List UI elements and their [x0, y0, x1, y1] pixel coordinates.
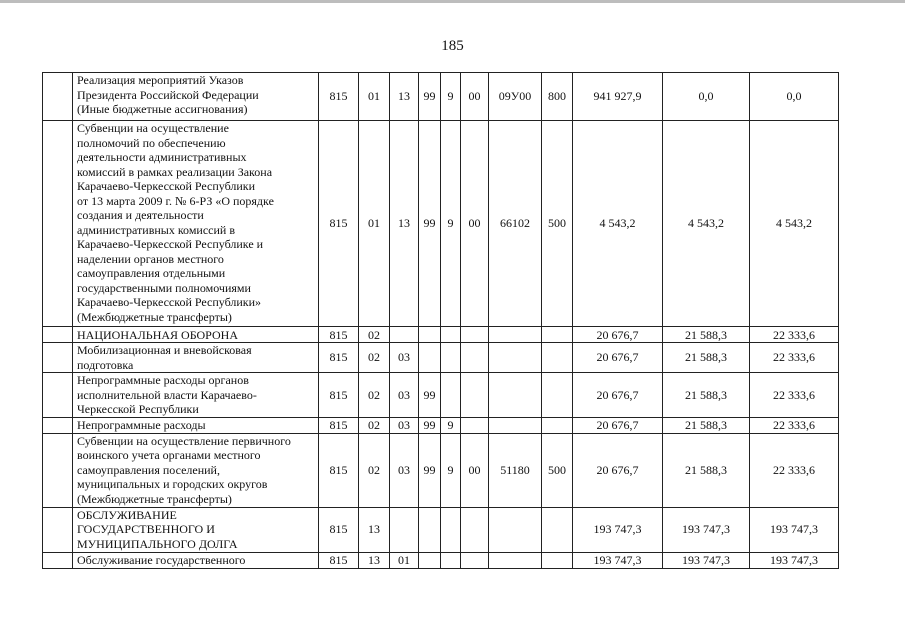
- direction-cell: 66102: [489, 121, 542, 327]
- amount-year2-cell: 21 588,3: [663, 343, 750, 373]
- item-name-cell: НАЦИОНАЛЬНАЯ ОБОРОНА: [73, 327, 319, 343]
- section-cell: 02: [359, 433, 390, 507]
- amount-year3-cell: 22 333,6: [750, 343, 839, 373]
- program-cell: [419, 552, 441, 568]
- table-row: [43, 73, 839, 121]
- subprogram-cell: [441, 507, 461, 552]
- item-name-cell: Реализация мероприятий Указов Президента Российской Федерации (Иные бюджетные ассигнования): [73, 73, 319, 121]
- expense-type-cell: [542, 343, 573, 373]
- subprogram-cell: [441, 373, 461, 418]
- ministry-code-cell: 815: [319, 343, 359, 373]
- row-index-cell: [43, 552, 73, 568]
- program-cell: 99: [419, 433, 441, 507]
- amount-year1-cell: 20 676,7: [573, 373, 663, 418]
- amount-year3-cell: 22 333,6: [750, 417, 839, 433]
- expense-type-cell: [542, 373, 573, 418]
- table-row: [43, 121, 839, 327]
- direction-cell: 51180: [489, 433, 542, 507]
- amount-year3-cell: 22 333,6: [750, 373, 839, 418]
- event-cell: [461, 507, 489, 552]
- ministry-code-cell: 815: [319, 73, 359, 121]
- program-cell: [419, 327, 441, 343]
- expense-type-cell: 500: [542, 433, 573, 507]
- row-index-cell: [43, 507, 73, 552]
- subsection-cell: 03: [390, 433, 419, 507]
- expense-type-cell: [542, 507, 573, 552]
- row-index-cell: [43, 433, 73, 507]
- amount-year1-cell: 20 676,7: [573, 343, 663, 373]
- program-cell: [419, 507, 441, 552]
- subsection-cell: 03: [390, 373, 419, 418]
- direction-cell: 09У00: [489, 73, 542, 121]
- expense-type-cell: [542, 327, 573, 343]
- table-row: [43, 433, 839, 507]
- ministry-code-cell: 815: [319, 121, 359, 327]
- section-cell: 02: [359, 417, 390, 433]
- row-index-cell: [43, 121, 73, 327]
- event-cell: [461, 343, 489, 373]
- expense-type-cell: 500: [542, 121, 573, 327]
- section-cell: 02: [359, 373, 390, 418]
- expense-type-cell: 800: [542, 73, 573, 121]
- amount-year3-cell: 22 333,6: [750, 433, 839, 507]
- subsection-cell: 03: [390, 343, 419, 373]
- subprogram-cell: [441, 327, 461, 343]
- section-cell: 02: [359, 343, 390, 373]
- subprogram-cell: [441, 343, 461, 373]
- table-row: [43, 417, 839, 433]
- ministry-code-cell: 815: [319, 373, 359, 418]
- row-index-cell: [43, 73, 73, 121]
- amount-year2-cell: 193 747,3: [663, 507, 750, 552]
- subsection-cell: [390, 507, 419, 552]
- budget-table: [42, 72, 839, 569]
- amount-year3-cell: 4 543,2: [750, 121, 839, 327]
- program-cell: 99: [419, 417, 441, 433]
- row-index-cell: [43, 343, 73, 373]
- subsection-cell: 13: [390, 73, 419, 121]
- program-cell: 99: [419, 121, 441, 327]
- table-row: [43, 373, 839, 418]
- subprogram-cell: 9: [441, 73, 461, 121]
- amount-year2-cell: 21 588,3: [663, 417, 750, 433]
- direction-cell: [489, 552, 542, 568]
- section-cell: 01: [359, 73, 390, 121]
- subprogram-cell: 9: [441, 417, 461, 433]
- row-index-cell: [43, 373, 73, 418]
- item-name-cell: Обслуживание государственного: [73, 552, 319, 568]
- item-name-cell: Субвенции на осуществление полномочий по обеспечению деятельности административных комиссий в рамках реализации Закона Карачаево-Черкесской Республики от 13 марта 2009 г. № 6-РЗ «О порядке создания и деятельности административных комиссий в Карачаево-Черкесской Республике и наделении органов местного самоуправления отдельными государственными полномочиями Карачаево-Черкесской Республики» (Межбюджетные трансферты): [73, 121, 319, 327]
- event-cell: 00: [461, 73, 489, 121]
- item-name-cell: ОБСЛУЖИВАНИЕ ГОСУДАРСТВЕННОГО И МУНИЦИПАЛЬНОГО ДОЛГА: [73, 507, 319, 552]
- ministry-code-cell: 815: [319, 417, 359, 433]
- section-cell: 13: [359, 552, 390, 568]
- amount-year1-cell: 20 676,7: [573, 417, 663, 433]
- ministry-code-cell: 815: [319, 327, 359, 343]
- amount-year3-cell: 193 747,3: [750, 552, 839, 568]
- table-row: [43, 552, 839, 568]
- subsection-cell: 13: [390, 121, 419, 327]
- amount-year3-cell: 193 747,3: [750, 507, 839, 552]
- event-cell: [461, 552, 489, 568]
- event-cell: [461, 417, 489, 433]
- ministry-code-cell: 815: [319, 507, 359, 552]
- amount-year2-cell: 193 747,3: [663, 552, 750, 568]
- direction-cell: [489, 327, 542, 343]
- amount-year1-cell: 193 747,3: [573, 507, 663, 552]
- section-cell: 13: [359, 507, 390, 552]
- row-index-cell: [43, 417, 73, 433]
- item-name-cell: Мобилизационная и вневойсковая подготовка: [73, 343, 319, 373]
- expense-type-cell: [542, 417, 573, 433]
- scan-edge-line: [0, 0, 905, 3]
- subprogram-cell: [441, 552, 461, 568]
- item-name-cell: Субвенции на осуществление первичного воинского учета органами местного самоуправления поселений, муниципальных и городских округов (Межбюджетные трансферты): [73, 433, 319, 507]
- subprogram-cell: 9: [441, 121, 461, 327]
- event-cell: 00: [461, 433, 489, 507]
- direction-cell: [489, 343, 542, 373]
- subprogram-cell: 9: [441, 433, 461, 507]
- item-name-cell: Непрограммные расходы: [73, 417, 319, 433]
- subsection-cell: 03: [390, 417, 419, 433]
- amount-year2-cell: 0,0: [663, 73, 750, 121]
- row-index-cell: [43, 327, 73, 343]
- event-cell: [461, 373, 489, 418]
- section-cell: 01: [359, 121, 390, 327]
- subsection-cell: [390, 327, 419, 343]
- amount-year2-cell: 21 588,3: [663, 327, 750, 343]
- amount-year1-cell: 941 927,9: [573, 73, 663, 121]
- event-cell: [461, 327, 489, 343]
- event-cell: 00: [461, 121, 489, 327]
- table-row: [43, 507, 839, 552]
- program-cell: [419, 343, 441, 373]
- item-name-cell: Непрограммные расходы органов исполнительной власти Карачаево- Черкесской Республики: [73, 373, 319, 418]
- direction-cell: [489, 507, 542, 552]
- ministry-code-cell: 815: [319, 552, 359, 568]
- direction-cell: [489, 417, 542, 433]
- direction-cell: [489, 373, 542, 418]
- table-row: [43, 327, 839, 343]
- page-number: 185: [441, 38, 464, 54]
- amount-year1-cell: 20 676,7: [573, 433, 663, 507]
- subsection-cell: 01: [390, 552, 419, 568]
- amount-year1-cell: 4 543,2: [573, 121, 663, 327]
- amount-year1-cell: 20 676,7: [573, 327, 663, 343]
- ministry-code-cell: 815: [319, 433, 359, 507]
- amount-year3-cell: 22 333,6: [750, 327, 839, 343]
- amount-year2-cell: 21 588,3: [663, 433, 750, 507]
- table-row: [43, 343, 839, 373]
- program-cell: 99: [419, 73, 441, 121]
- amount-year2-cell: 21 588,3: [663, 373, 750, 418]
- expense-type-cell: [542, 552, 573, 568]
- amount-year2-cell: 4 543,2: [663, 121, 750, 327]
- section-cell: 02: [359, 327, 390, 343]
- amount-year3-cell: 0,0: [750, 73, 839, 121]
- program-cell: 99: [419, 373, 441, 418]
- amount-year1-cell: 193 747,3: [573, 552, 663, 568]
